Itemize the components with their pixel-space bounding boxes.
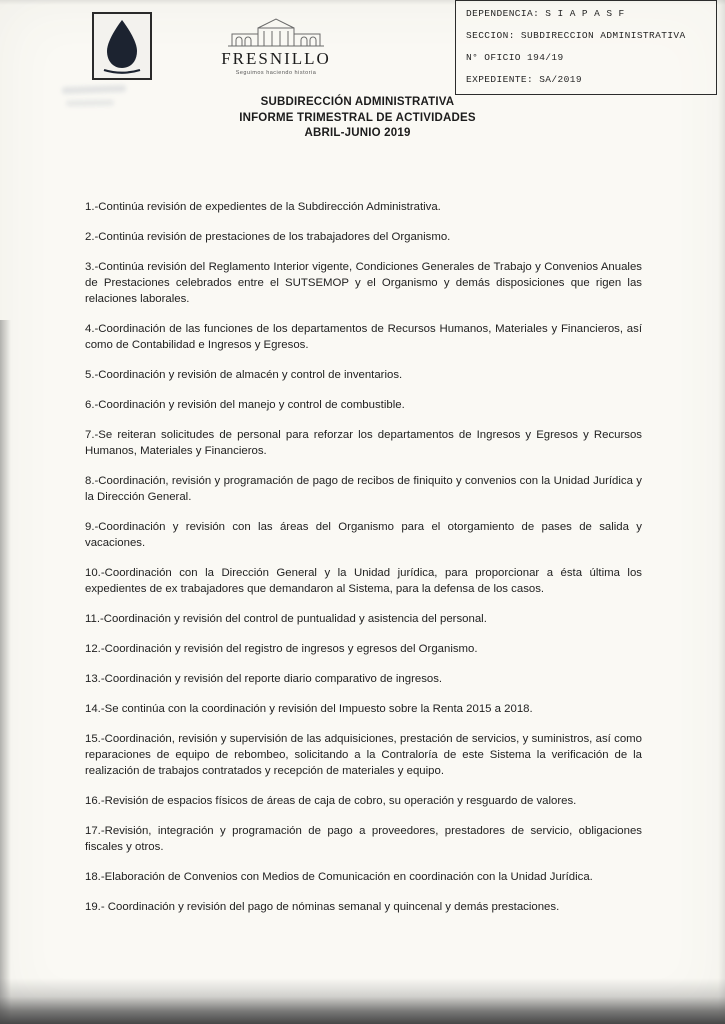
bleed-through-marks xyxy=(62,85,126,94)
siapasf-logo xyxy=(92,12,152,80)
fresnillo-wordmark: FRESNILLO xyxy=(221,49,331,68)
list-item: 7.-Se reiteran solicitudes de personal para reforzar los departamentos de Ingresos y Egresos y Recursos Humanos, Materiales y Financieros. xyxy=(85,429,642,457)
fresnillo-logo xyxy=(213,14,339,76)
list-item: 12.-Coordinación y revisión del registro de ingresos y egresos del Organismo. xyxy=(85,643,478,655)
scan-shadow xyxy=(718,0,725,1024)
header-box-line: DEPENDENCIA: S I A P A S F xyxy=(466,8,625,19)
list-item: 11.-Coordinación y revisión del control de puntualidad y asistencia del personal. xyxy=(85,613,487,625)
list-item: 6.-Coordinación y revisión del manejo y control de combustible. xyxy=(85,399,405,411)
header-box-line: EXPEDIENTE: SA/2019 xyxy=(466,74,582,85)
fresnillo-building-icon xyxy=(226,14,326,48)
list-item: 18.-Elaboración de Convenios con Medios de Comunicación en coordinación con la Unidad Jurídica. xyxy=(85,871,593,883)
scan-shadow xyxy=(0,978,725,1024)
header-box-line: N° OFICIO 194/19 xyxy=(466,52,564,63)
activities-list xyxy=(85,199,642,929)
list-item: 16.-Revisión de espacios físicos de áreas de caja de cobro, su operación y resguardo de valores. xyxy=(85,795,577,807)
document-title xyxy=(0,95,715,142)
list-item: 15.-Coordinación, revisión y supervisión de las adquisiciones, prestación de servicios, y suministros, así como reparaciones de equipo de rebombeo, solicitando a la Contraloría de este Sistema la verificación de la realización de trabajos contratados y recepción de materiales y equipo. xyxy=(85,733,642,777)
list-item: 14.-Se continúa con la coordinación y revisión del Impuesto sobre la Renta 2015 a 2018. xyxy=(85,703,533,715)
water-drop-icon xyxy=(100,17,144,75)
title-line-1: SUBDIRECCIÓN ADMINISTRATIVA xyxy=(260,96,455,108)
list-item: 8.-Coordinación, revisión y programación de pago de recibos de finiquito y convenios con la Unidad Jurídica y la Dirección General. xyxy=(85,475,642,503)
list-item: 13.-Coordinación y revisión del reporte diario comparativo de ingresos. xyxy=(85,673,443,685)
list-item: 17.-Revisión, integración y programación de pago a proveedores, prestadores de servicio, obligaciones fiscales y otros. xyxy=(85,825,642,853)
list-item: 3.-Continúa revisión del Reglamento Interior vigente, Condiciones Generales de Trabajo y Convenios Anuales de Prestaciones celebrados entre el SUTSEMOP y el Organismo y demás disposiciones que rigen las relaciones laborales. xyxy=(85,261,642,305)
list-item: 2.-Continúa revisión de prestaciones de los trabajadores del Organismo. xyxy=(85,231,451,243)
title-line-2: INFORME TRIMESTRAL DE ACTIVIDADES xyxy=(239,111,476,124)
list-item: 1.-Continúa revisión de expedientes de la Subdirección Administrativa. xyxy=(85,201,441,213)
title-line-3: ABRIL-JUNIO 2019 xyxy=(304,127,411,139)
list-item: 9.-Coordinación y revisión con las áreas del Organismo para el otorgamiento de pases de salida y vacaciones. xyxy=(85,521,642,549)
list-item: 5.-Coordinación y revisión de almacén y control de inventarios. xyxy=(85,369,403,381)
header-box-line: SECCION: SUBDIRECCION ADMINISTRATIVA xyxy=(466,30,686,41)
list-item: 4.-Coordinación de las funciones de los departamentos de Recursos Humanos, Materiales y Financieros, así como de Contabilidad e Ingresos y Egresos. xyxy=(85,323,642,351)
header-box xyxy=(455,0,717,95)
list-item: 19.- Coordinación y revisión del pago de nóminas semanal y quincenal y demás prestaciones. xyxy=(85,901,560,913)
list-item: 10.-Coordinación con la Dirección General y la Unidad jurídica, para proporcionar a ésta última los expedientes de ex trabajadores que demandaron al Sistema, para la defensa de los casos. xyxy=(85,567,642,595)
fresnillo-slogan: Seguimos haciendo historia xyxy=(235,70,317,76)
scan-shadow xyxy=(0,320,11,1024)
